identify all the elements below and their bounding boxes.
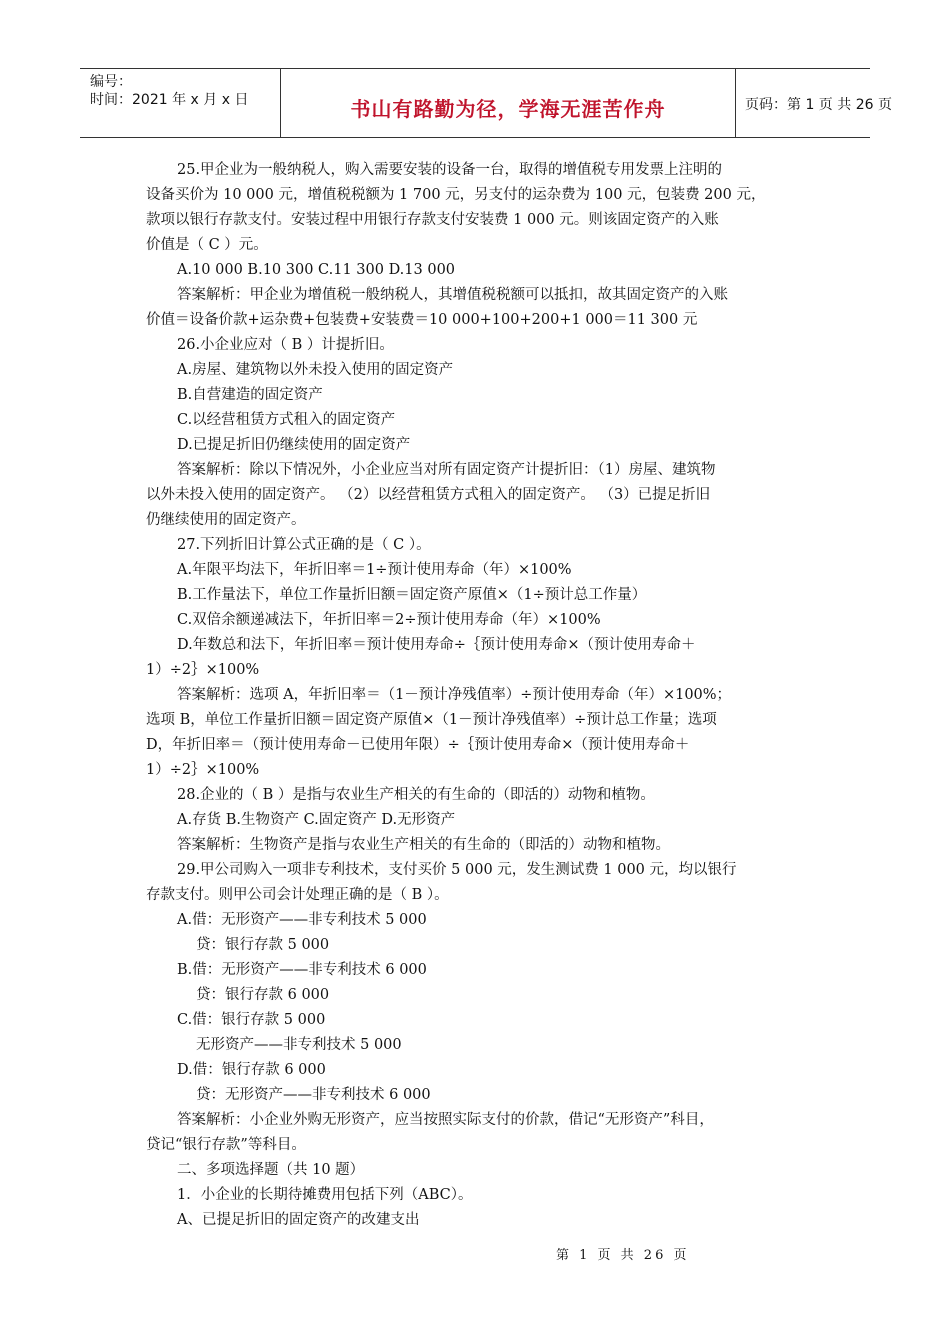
body-text-line: B.工作量法下，单位工作量折旧额＝固定资产原值×（1÷预计总工作量） [177,587,647,603]
document-date-label: 时间：2021 年 x 月 x 日 [90,92,249,108]
body-text-line: A、已提足折旧的固定资产的改建支出 [177,1212,420,1228]
header-motto-cell [280,69,736,137]
body-text-line: C.以经营租赁方式租入的固定资产 [177,412,396,428]
body-text-line: 27.下列折旧计算公式正确的是（ C ）。 [177,537,431,553]
body-text-line: A.年限平均法下，年折旧率＝1÷预计使用寿命（年）×100% [177,562,572,578]
body-text-line: A.10 000 B.10 300 C.11 300 D.13 000 [177,262,456,278]
body-text-line: B.借：无形资产——非专利技术 6 000 [177,962,427,978]
body-text-line: 25.甲企业为一般纳税人，购入需要安装的设备一台，取得的增值税专用发票上注明的 [177,162,723,178]
body-text-line: 设备买价为 10 000 元，增值税税额为 1 700 元，另支付的运杂费为 100 元，包装费 200 元， [146,187,766,203]
body-text-line: D.年数总和法下，年折旧率＝预计使用寿命÷｛预计使用寿命×（预计使用寿命＋ [177,637,696,653]
body-text-line: A.存货 B.生物资产 C.固定资产 D.无形资产 [177,812,456,828]
body-text-line: 26.小企业应对（ B ）计提折旧。 [177,337,394,353]
body-text-line: B.自营建造的固定资产 [177,387,323,403]
body-text-line: 答案解析：除以下情况外，小企业应当对所有固定资产计提折旧：（1）房屋、建筑物 [177,462,716,478]
body-text-line: 无形资产——非专利技术 5 000 [196,1037,402,1053]
footer-page-number: 第 1 页 共 26 页 [556,1248,690,1263]
body-text-line: 价值是（ C ）元。 [146,237,268,253]
body-text-line: 贷：银行存款 6 000 [196,987,330,1003]
header-left-cell [80,69,280,137]
body-text-line: 仍继续使用的固定资产。 [146,512,306,528]
document-body [146,158,810,1233]
body-text-line: 1．小企业的长期待摊费用包括下列（ABC）。 [177,1187,473,1203]
body-text-line: D，年折旧率＝（预计使用寿命－已使用年限）÷｛预计使用寿命×（预计使用寿命＋ [146,737,690,753]
document-header [80,68,892,138]
document-number-label: 编号： [90,74,132,90]
body-text-line: 选项 B，单位工作量折旧额＝固定资产原值×（1－预计净残值率）÷预计总工作量；选项 [146,712,717,728]
body-text-line: 以外未投入使用的固定资产。 （2）以经营租赁方式租入的固定资产。 （3）已提足折旧 [146,487,711,503]
body-text-line: D.已提足折旧仍继续使用的固定资产 [177,437,411,453]
body-text-line: 答案解析：甲企业为增值税一般纳税人，其增值税税额可以抵扣，故其固定资产的入账 [177,287,728,303]
body-text-line: D.借：银行存款 6 000 [177,1062,326,1078]
body-text-line: C.双倍余额递减法下，年折旧率＝2÷预计使用寿命（年）×100% [177,612,601,628]
body-text-line: C.借：银行存款 5 000 [177,1012,326,1028]
body-text-line: 款项以银行存款支付。安装过程中用银行存款支付安装费 1 000 元。则该固定资产的入账 [146,212,719,228]
body-text-line: 价值＝设备价款+运杂费+包装费+安装费＝10 000+100+200+1 000＝11 300 元 [146,312,698,328]
header-motto: 书山有路勤为径，学海无涯苦作舟 [350,97,666,121]
body-text-line: 答案解析：生物资产是指与农业生产相关的有生命的（即活的）动物和植物。 [177,837,670,853]
body-text-line: 28.企业的（ B ）是指与农业生产相关的有生命的（即活的）动物和植物。 [177,787,655,803]
body-text-line: 29.甲公司购入一项非专利技术，支付买价 5 000 元，发生测试费 1 000 元，均以银行 [177,862,737,878]
body-text-line: 贷：银行存款 5 000 [196,937,330,953]
body-text-line: 1）÷2｝×100% [146,662,260,678]
body-text-line: 贷：无形资产——非专利技术 6 000 [196,1087,431,1103]
header-page-cell [735,69,892,137]
header-page-info: 页码：第 1 页 共 26 页 [745,97,892,113]
body-text-line: 答案解析：小企业外购无形资产，应当按照实际支付的价款，借记“无形资产”科目， [177,1112,714,1128]
body-text-line: 答案解析：选项 A，年折旧率＝（1－预计净残值率）÷预计使用寿命（年）×100%； [177,687,732,703]
body-text-line: 存款支付。则甲公司会计处理正确的是（ B ）。 [146,887,449,903]
body-text-line: 1）÷2｝×100% [146,762,260,778]
body-text-line: 二、多项选择题（共 10 题） [177,1162,365,1178]
body-text-line: A.借：无形资产——非专利技术 5 000 [177,912,427,928]
body-text-line: 贷记“银行存款”等科目。 [146,1137,306,1153]
body-text-line: A.房屋、建筑物以外未投入使用的固定资产 [177,362,454,378]
